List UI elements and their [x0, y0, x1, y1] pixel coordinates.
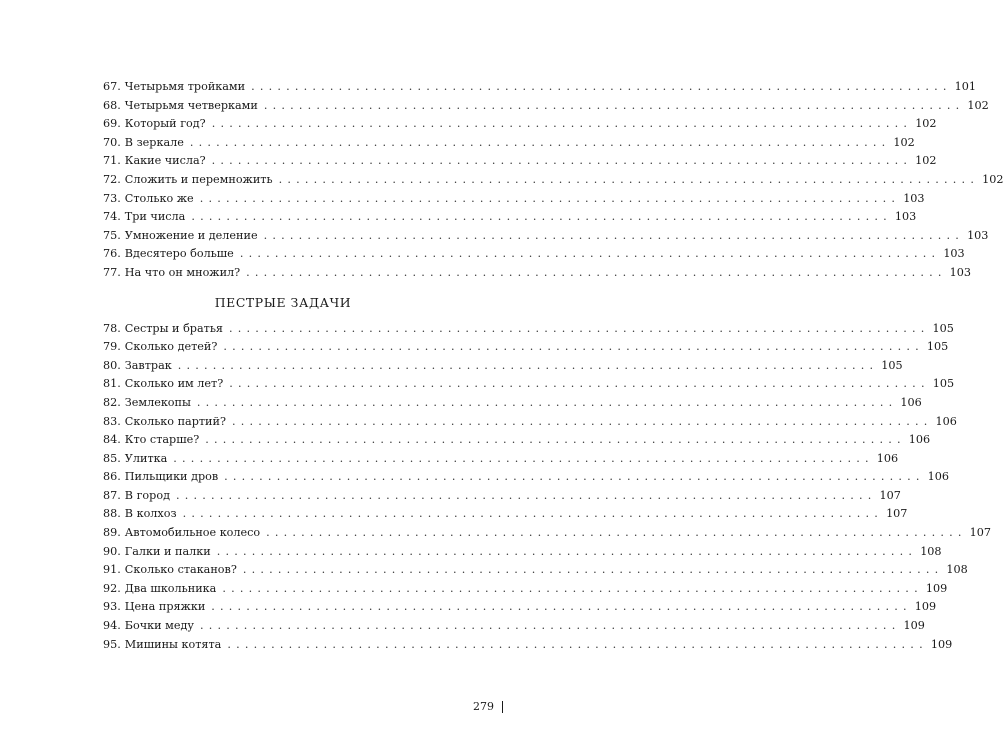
entry-title: Три числа: [124, 210, 186, 224]
dot-leader: ................................................................................: [239, 247, 941, 261]
toc-entry: [103, 450, 899, 469]
entry-number: 85.: [103, 451, 121, 465]
toc-entry: [103, 394, 922, 413]
entry-title: Сколько партий?: [124, 414, 226, 428]
entry-title: Четырьмя четверками: [124, 98, 258, 112]
entry-title: Завтрак: [124, 358, 172, 372]
toc-entry: [103, 524, 992, 543]
entry-page: 105: [881, 358, 903, 372]
entry-number: 91.: [103, 563, 121, 577]
toc-entry: [103, 487, 901, 506]
entry-page: 107: [886, 507, 908, 521]
dot-leader: ................................................................................: [263, 98, 965, 112]
toc-entry: [103, 598, 937, 617]
entry-number: 94.: [103, 619, 121, 633]
dot-leader: ................................................................................: [216, 544, 918, 558]
entry-title: Автомобильное колесо: [124, 526, 261, 540]
dot-leader: ................................................................................: [224, 470, 925, 484]
entry-number: 79.: [103, 340, 121, 354]
dot-leader: ................................................................................: [227, 637, 928, 651]
section-heading: ПЕСТРЫЕ ЗАДАЧИ: [214, 294, 352, 310]
entry-title: Сестры и братья: [124, 321, 223, 335]
dot-leader: ................................................................................: [246, 265, 947, 279]
entry-title: Умножение и деление: [124, 228, 258, 242]
dot-leader: ................................................................................: [229, 377, 930, 391]
toc-entry: [103, 561, 968, 580]
entry-number: 71.: [103, 154, 121, 168]
entry-number: 82.: [103, 395, 121, 409]
toc-entry: [103, 617, 925, 636]
entry-page: 101: [954, 80, 976, 93]
toc-section-2: [103, 320, 992, 655]
toc-entry: [103, 245, 965, 264]
dot-leader: ................................................................................: [222, 581, 923, 595]
dot-leader: ................................................................................: [205, 433, 906, 447]
toc-entry: [103, 636, 953, 655]
entry-page: 102: [982, 172, 1003, 186]
entry-page: 107: [969, 526, 992, 540]
entry-number: 88.: [103, 507, 121, 521]
entry-title: Сложить и перемножить: [124, 172, 273, 186]
entry-number: 70.: [103, 135, 121, 149]
entry-number: 90.: [103, 544, 121, 558]
toc-entry: [103, 115, 937, 134]
toc-entry: [103, 375, 955, 394]
page-number-bar: [502, 701, 503, 713]
entry-page: 106: [935, 414, 957, 428]
entry-title: Два школьника: [124, 581, 217, 595]
entry-page: 102: [967, 98, 989, 112]
entry-number: 73.: [103, 191, 121, 205]
dot-leader: ................................................................................: [263, 228, 965, 242]
entry-title: Сколько им лет?: [124, 377, 224, 391]
entry-page: 106: [876, 451, 899, 465]
toc-entry: [103, 468, 950, 487]
entry-page: 102: [915, 117, 937, 131]
entry-page: 106: [908, 433, 931, 447]
entry-number: 72.: [103, 172, 121, 186]
entry-title: Кто старше?: [124, 433, 200, 447]
entry-title: В колхоз: [124, 507, 177, 521]
dot-leader: ................................................................................: [278, 172, 980, 186]
entry-title: В город: [124, 488, 170, 502]
entry-title: Пильщики дров: [124, 470, 219, 484]
entry-number: 86.: [103, 470, 121, 484]
entry-number: 75.: [103, 228, 121, 242]
dot-leader: ................................................................................: [231, 414, 933, 428]
entry-number: 74.: [103, 210, 121, 224]
entry-title: Столько же: [124, 191, 194, 205]
dot-leader: ................................................................................: [182, 507, 884, 521]
entry-number: 84.: [103, 433, 121, 447]
entry-page: 103: [967, 228, 989, 242]
entry-number: 95.: [103, 637, 121, 651]
entry-page: 105: [926, 340, 949, 354]
toc-entry: [103, 264, 972, 283]
entry-page: 106: [900, 395, 922, 409]
dot-leader: ................................................................................: [196, 395, 898, 409]
dot-leader: ................................................................................: [173, 451, 874, 465]
entry-page: 103: [943, 247, 965, 261]
toc-entry: [103, 78, 976, 97]
entry-page: 109: [903, 619, 925, 633]
entry-number: 67.: [103, 80, 121, 93]
entry-title: На что он множил?: [124, 265, 241, 279]
entry-page: 103: [903, 191, 925, 205]
dot-leader: ................................................................................: [228, 321, 930, 335]
toc-entry: [103, 505, 908, 524]
toc-entry: [103, 338, 949, 357]
entry-number: 76.: [103, 247, 121, 261]
entry-number: 81.: [103, 377, 121, 391]
dot-leader: ................................................................................: [189, 135, 891, 149]
entry-title: Какие числа?: [124, 154, 206, 168]
toc-entry: [103, 413, 957, 432]
toc-entry: [103, 97, 989, 116]
entry-page: 105: [932, 321, 954, 335]
dot-leader: ................................................................................: [191, 210, 892, 224]
entry-page: 105: [932, 377, 955, 391]
entry-page: 107: [879, 488, 901, 502]
dot-leader: ................................................................................: [211, 154, 913, 168]
toc-entry: [103, 580, 948, 599]
entry-title: Галки и палки: [124, 544, 211, 558]
toc-entry: [103, 171, 1003, 190]
entry-page: 108: [920, 544, 942, 558]
entry-number: 89.: [103, 526, 121, 540]
entry-page: 102: [915, 154, 937, 168]
toc-section-1: [103, 78, 1003, 283]
entry-title: Цена пряжки: [124, 600, 206, 614]
toc-entry: [103, 431, 931, 450]
entry-title: Мишины котята: [124, 637, 222, 651]
entry-page: 102: [893, 135, 915, 149]
entry-number: 93.: [103, 600, 121, 614]
entry-title: Сколько стаканов?: [124, 563, 237, 577]
entry-title: Сколько детей?: [124, 340, 218, 354]
entry-title: Улитка: [124, 451, 168, 465]
dot-leader: ................................................................................: [177, 358, 879, 372]
toc-entry: [103, 357, 903, 376]
page-footer: [473, 700, 503, 713]
toc-entry: [103, 543, 942, 562]
dot-leader: ................................................................................: [199, 191, 901, 205]
entry-number: 68.: [103, 98, 121, 112]
entry-page: 109: [925, 581, 948, 595]
entry-number: 83.: [103, 414, 121, 428]
entry-title: Вдесятеро больше: [124, 247, 234, 261]
entry-page: 109: [914, 600, 937, 614]
entry-title: Который год?: [124, 117, 206, 131]
dot-leader: ................................................................................: [266, 526, 967, 540]
toc-entry: [103, 134, 915, 153]
toc-entry: [103, 227, 989, 246]
toc-entry: [103, 152, 937, 171]
dot-leader: ................................................................................: [211, 117, 913, 131]
toc-entry: [103, 190, 925, 209]
entry-number: 77.: [103, 265, 121, 279]
entry-title: В зеркале: [124, 135, 184, 149]
dot-leader: ................................................................................: [199, 619, 901, 633]
entry-page: 103: [894, 210, 917, 224]
toc-entry: [103, 208, 917, 227]
dot-leader: ................................................................................: [175, 488, 877, 502]
dot-leader: ................................................................................: [251, 80, 952, 93]
entry-number: 80.: [103, 358, 121, 372]
entry-title: Бочки меду: [124, 619, 194, 633]
page-number: 279: [473, 700, 494, 713]
entry-number: 92.: [103, 581, 121, 595]
entry-title: Четырьмя тройками: [124, 80, 246, 93]
entry-page: 108: [946, 563, 968, 577]
entry-page: 109: [930, 637, 953, 651]
entry-page: 106: [927, 470, 950, 484]
toc-entry: [103, 320, 954, 339]
entry-title: Землекопы: [124, 395, 191, 409]
dot-leader: ................................................................................: [211, 600, 912, 614]
entry-number: 69.: [103, 117, 121, 131]
entry-page: 103: [949, 265, 972, 279]
entry-number: 78.: [103, 321, 121, 335]
dot-leader: ................................................................................: [223, 340, 924, 354]
entry-number: 87.: [103, 488, 121, 502]
table-of-contents: [103, 78, 1003, 654]
dot-leader: ................................................................................: [242, 563, 944, 577]
